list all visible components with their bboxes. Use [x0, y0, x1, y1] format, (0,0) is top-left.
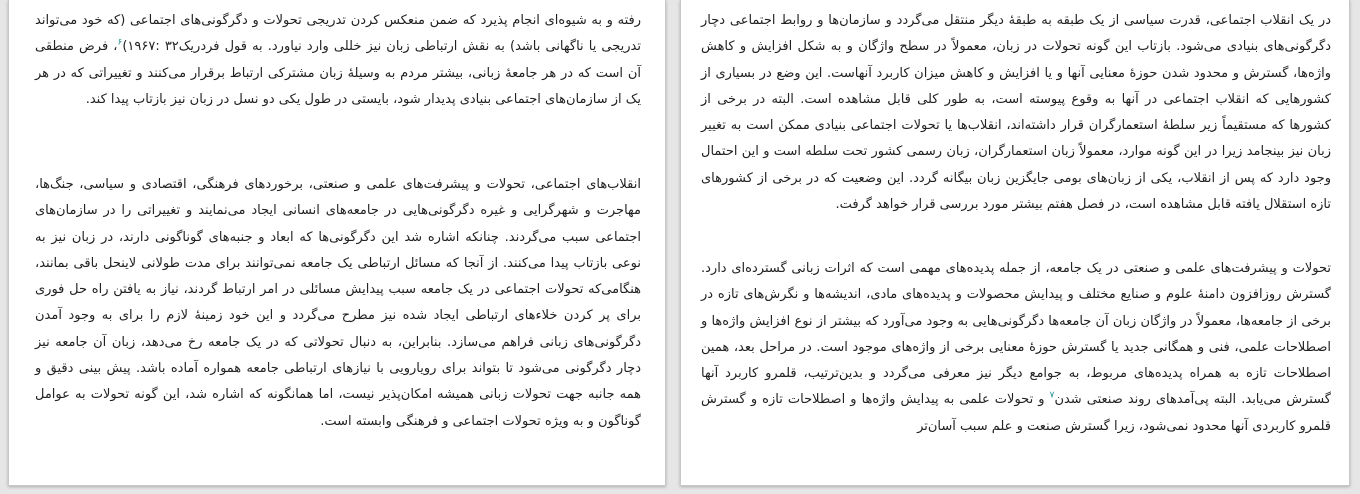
- paragraph: [701, 256, 1331, 440]
- paragraph-text-tail: و تحولات علمی به پیدایش واژه‌ها و اصطلاحات تازه و گسترش قلمرو کاربردی آنها محدود نمی‌شود، زیرا گسترش صنعت و علم سبب آسان‌تر: [701, 392, 1331, 434]
- paragraph: [701, 8, 1331, 218]
- paragraph: [35, 172, 641, 435]
- footnote-marker[interactable]: ۶: [117, 37, 123, 48]
- paragraph-text-tail: ، فرض منطقی آن است که در هر جامعهٔ زبانی، بیشتر مردم به وسیلهٔ زبان مشترکی ارتباط برقرار می‌کنند و تغییراتی که در هر یک از سازمان‌های اجتماعی بنیادی پدیدار شود، بایستی در طول یکی دو نسل در زبان نیز بازتاب پیدا کند.: [35, 39, 641, 107]
- page-right: [680, 0, 1350, 486]
- paragraph-text: انقلاب‌های اجتماعی، تحولات و پیشرفت‌های علمی و صنعتی، برخوردهای فرهنگی، اقتصادی و سیاسی، جنگ‌ها، مهاجرت و شهرگرایی و غیره دگرگونی‌هایی در جامعه‌های انسانی ایجاد می‌نمایند و تغییراتی را در سازمان‌های اجتماعی سبب می‌گردند. چنانکه اشاره شد این دگرگونی‌ها که ابعاد و جنبه‌های گوناگونی دارند، در زبان نیز به نوعی بازتاب پیدا می‌کنند. از آنجا که مسائل ارتباطی یک جامعه نمی‌توانند برای مدت طولانی لاینحل باقی بمانند، هنگامی‌که تحولات اجتماعی در یک جامعه سبب پیدایش مسائلی در امر ارتباط گردند، نیاز به یافتن راه حل فوری برای پر کردن خلاءهای ارتباطی ایجاد شده نیز مطرح می‌گردد و این خود زمینهٔ لازم را برای به وجود آمدن دگرگونی‌های زبانی فراهم می‌سازد. بنابراین، به دنبال تحولاتی که در یک جامعه رخ می‌دهد، زبان آن جامعه نیز دچار دگرگونی می‌شود تا بتواند برای رویارویی با نیازهای ارتباطی جامعه همواره آماده باشد. پیش بینی دقیق و همه جانبه جهت تحولات زبانی همیشه امکان‌پذیر نیست، اما همانگونه که اشاره شد، این گونه تحولات به عوامل گوناگون و به ویژه تحولات اجتماعی و فرهنگی وابسته است.: [35, 177, 641, 429]
- footnote-marker[interactable]: ۷: [1049, 391, 1055, 402]
- paragraph-text: تحولات و پیشرفت‌های علمی و صنعتی در یک جامعه، از جمله پدیده‌های مهمی است که اثرات زبانی گسترده‌ای دارد. گسترش روزافزون دامنهٔ علوم و صنایع مختلف و پیدایش محصولات و پدیده‌های مادی، اندیشه‌ها و نگرش‌های تازه در برخی از جامعه‌ها، معمولاً در واژگان زبان آن جامعه‌ها دگرگونی‌هایی به وجود می‌آورد که بیشتر از نوع افزایش واژه‌ها و اصطلاحات علمی، فنی و همگانی جدید یا گسترش حوزهٔ معنایی برخی از واژه‌های موجود است. در مراحل بعد، همین اصطلاحات تازه به همراه پدیده‌های مربوط، به جوامع دیگر نیز معرفی می‌گردد و بدین‌ترتیب، قلمرو کاربرد آنها گسترش می‌یابد. البته پی‌آمدهای روند صنعتی شدن: [701, 261, 1331, 408]
- paragraph-text: رفته و به شیوه‌ای انجام پذیرد که ضمن منعکس کردن تدریجی تحولات و دگرگونی‌های اجتماعی (که خود می‌تواند تدریجی یا ناگهانی باشد) به نقش ارتباطی زبان نیز خللی وارد نیاورد. به قول فردریک۳۲ :۱۹۶۷): [35, 13, 642, 55]
- paragraph: [35, 8, 641, 113]
- paragraph-text: در یک انقلاب اجتماعی، قدرت سیاسی از یک طبقه به طبقهٔ دیگر منتقل می‌گردد و سازمان‌ها و روابط اجتماعی دچار دگرگونی‌های بنیادی می‌شود. بازتاب این گونه تحولات در زبان، معمولاً در سطح واژگان و به شکل افزایش و کاهش واژه‌ها، گسترش و محدود شدن حوزهٔ معنایی آنها و یا افزایش و کاهش میزان کاربرد آنهاست. این وضع در بسیاری از کشورهایی که انقلاب اجتماعی در آنها به وقوع پیوسته است، به طور کلی قابل مشاهده است. البته در برخی از کشورها که مستقیماً زیر سلطهٔ استعمارگران قرار داشته‌اند، انقلاب‌ها یا تحولات اجتماعی بنیادی ممکن است به تغییر زبان نیز بینجامد زیرا در این گونه موارد، معمولاً زبان استعمارگران، زبان رسمی کشور تحت سلطه است و این احتمال وجود دارد که پس از انقلاب، یکی از زبان‌های بومی جایگزین زبان بیگانه گردد. این وضعیت که در برخی از کشورهای تازه استقلال یافته قابل مشاهده است، در فصل هفتم بیشتر مورد بررسی قرار خواهد گرفت.: [701, 13, 1331, 213]
- page-left: [8, 0, 666, 486]
